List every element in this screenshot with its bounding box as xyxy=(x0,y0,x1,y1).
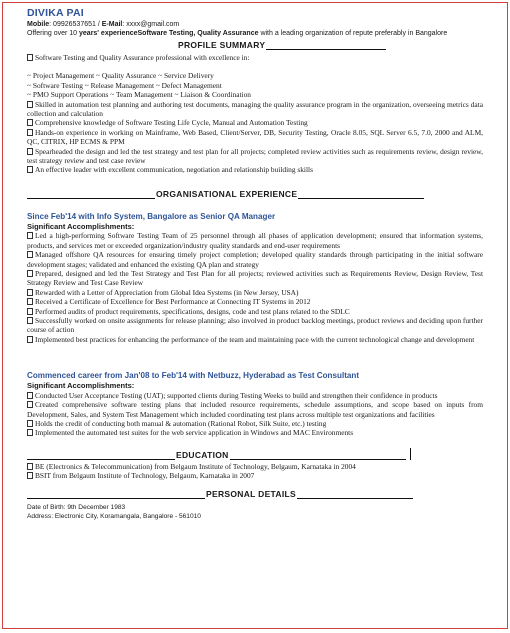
accomplishments-label: Significant Accomplishments: xyxy=(27,381,135,391)
job-bullet: Created comprehensive software testing plans that included resource requirements, schedule assumptions, and scope based on inputs from Development, Sales, and System Test Management which included coordinating test plans across multiple test organizations and facilities xyxy=(27,400,483,419)
email-label: E-Mail xyxy=(101,21,123,28)
profile-bullet: Spearheaded the design and led the test strategy and test plan for all projects; completed review activities such as requirements review, design review, test strategy review and test case review xyxy=(27,146,483,166)
job-bullet: Holds the credit of conducting both manual & automation (Rational Robot, Silk Suite, etc.) testing xyxy=(27,419,483,428)
profile-summary-heading xyxy=(27,40,483,50)
job-block xyxy=(27,370,483,438)
offer-prefix: Offering over 10 xyxy=(27,30,80,37)
job-bullet: Successfully worked on onsite assignments for release planning; also involved in product backlog meetings, product reviews and deciding upon further course of action xyxy=(27,316,483,335)
profile-summary-title: PROFILE SUMMARY xyxy=(178,40,266,50)
job-bullet: Implemented best practices for enhancing the performance of the team and maintaining pace with the current technological change and development xyxy=(27,335,483,344)
candidate-name: DIVIKA PAI xyxy=(27,7,84,19)
job-block xyxy=(27,211,483,344)
contact-line xyxy=(27,20,483,29)
profile-line: ~ PMO Support Operations ~ Team Management ~ Liaison & Coordination xyxy=(27,90,251,100)
job-bullet: Performed audits of product requirements, specifications, designs, code and test plans related to the SDLC xyxy=(27,307,483,316)
education-list xyxy=(27,462,483,481)
job-title: Commenced career from Jan'08 to Feb'14 with Netbuzz, Hyderabad as Test Consultant xyxy=(27,371,360,381)
accomplishments-label: Significant Accomplishments: xyxy=(27,221,135,231)
profile-line: ~ Software Testing ~ Release Management ~ Defect Management xyxy=(27,80,222,90)
profile-summary xyxy=(27,53,483,175)
job-bullet: Prepared, designed and led the Test Strategy and Test Plan for all projects; reviewed activities such as Requirements Review, Design Review, Test Strategy Review and Test Case Review xyxy=(27,269,483,288)
profile-line: Software Testing and Quality Assurance professional with excellence in: xyxy=(27,53,483,62)
offer-suffix: with a leading organization of repute preferably in Bangalore xyxy=(258,30,448,37)
job-bullet: Implemented the automated test suites for the web service application in Windows and MAC Environments xyxy=(27,428,483,437)
education-item: BSIT from Belgaum Institute of Technology, Belgaum, Karnataka in 2007 xyxy=(27,471,483,480)
profile-line: ~ Project Management ~ Quality Assurance ~ Service Delivery xyxy=(27,71,214,81)
offer-domain: Software Testing, Quality Assurance xyxy=(137,30,259,37)
education-title: EDUCATION xyxy=(176,449,229,460)
personal-title: PERSONAL DETAILS xyxy=(206,488,296,499)
job-title: Since Feb'14 with Info System, Bangalore as Senior QA Manager xyxy=(27,211,276,221)
email-address: : xxxx@gmail.com xyxy=(122,21,180,28)
profile-bullet: Skilled in automation test planning and authoring test documents, managing the quality assurance program in the organization, overseeing metrics data collection and calculation xyxy=(27,99,483,119)
experience-title: ORGANISATIONAL EXPERIENCE xyxy=(156,188,298,199)
offer-line xyxy=(27,29,483,38)
profile-line xyxy=(27,62,483,71)
mobile-label: Mobile xyxy=(27,21,50,28)
job-bullet: Conducted User Acceptance Testing (UAT); supported clients during Testing Weeks to build and strengthen their confidence in products xyxy=(27,391,483,400)
job-bullet: Rewarded with a Letter of Appreciation from Global Idea Systems (in New Jersey, USA) xyxy=(27,288,483,297)
address: Address: Electronic City, Koramangala, Bangalore - 561010 xyxy=(27,512,201,520)
education-heading xyxy=(27,448,483,460)
job-bullet: Managed offshore QA resources for ensuring timely project completion; developed quality standards through participating in the initial software development stages; validated and enhanced the existing QA plan and strategy xyxy=(27,250,483,269)
personal-details xyxy=(27,503,483,521)
education-item: BE (Electronics & Telecommunication) from Belgaum Institute of Technology, Belgaum, Karnataka in 2004 xyxy=(27,462,483,471)
personal-heading xyxy=(27,489,483,499)
profile-bullet: An effective leader with excellent communication, negotiation and relationship building skills xyxy=(27,165,483,174)
job-bullet: Received a Certificate of Excellence for Best Performance at Connecting IT Systems in 2012 xyxy=(27,297,483,306)
offer-years: years' experience xyxy=(79,30,138,37)
experience-heading xyxy=(27,189,483,199)
job-bullet: Led a high-performing Software Testing Team of 25 personnel through all phases of application development; ensured that information systems, products, and services met or exceeded organization/industry quality standards and end-user requirements xyxy=(27,231,483,250)
profile-bullet: Hands-on experience in working on Mainframe, Web Based, Client/Server, DB, Security Testing, Oracle 8.05, SQL Server 6.5, 7.0, 2000 and ALM, QC, CITRIX, HP ECMS & PPM xyxy=(27,127,483,147)
mobile-number: : 09926537651 / xyxy=(49,21,102,28)
resume-page xyxy=(2,2,508,629)
date-of-birth: Date of Birth: 9th December 1983 xyxy=(27,503,126,511)
profile-bullet: Comprehensive knowledge of Software Testing Life Cycle, Manual and Automation Testing xyxy=(27,118,483,127)
